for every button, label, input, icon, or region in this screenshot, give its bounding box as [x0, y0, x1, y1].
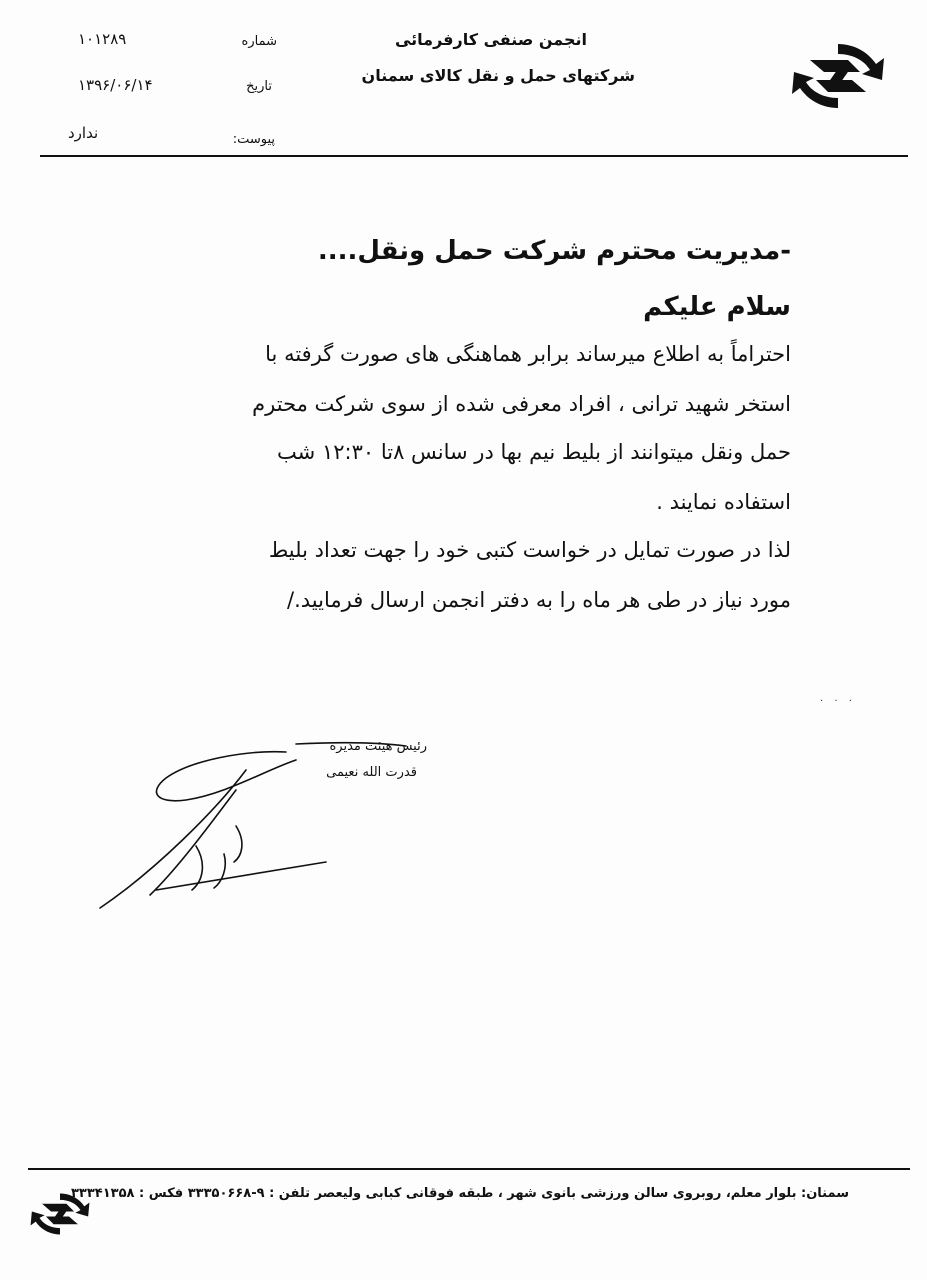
greeting-line: سلام علیکم	[643, 292, 791, 322]
org-name-line2: شرکتهای حمل و نقل کالای سمنان	[361, 66, 635, 85]
org-name-line1: انجمن صنفی کارفرمائی	[394, 30, 587, 49]
attachment-value: ندارد	[68, 124, 99, 142]
scan-specks: · · ·	[820, 696, 856, 707]
body-line-1: احتراماً به اطلاع میرساند برابر هماهنگی های صورت گرفته با	[265, 342, 791, 366]
signatory-name: قدرت الله نعیمی	[326, 765, 417, 780]
number-value: ۱۰۱۲۸۹	[78, 30, 127, 48]
body-line-4: استفاده نمایند .	[656, 490, 791, 514]
body-line-6: مورد نیاز در طی هر ماه را به دفتر انجمن ارسال فرمایید./	[287, 588, 791, 612]
recipient-line: -مدیریت محترم شرکت حمل ونقل....	[317, 236, 791, 266]
date-value: ۱۳۹۶/۰۶/۱۴	[78, 76, 153, 94]
attachment-label: پیوست:	[232, 132, 275, 147]
number-label: شماره	[241, 34, 277, 49]
body-line-2: استخر شهید ترانی ، افراد معرفی شده از سوی شرکت محترم	[252, 392, 791, 416]
footer-divider	[28, 1168, 910, 1170]
body-line-3: حمل ونقل میتوانند از بلیط نیم بها در سانس ۸تا ۱۲:۳۰ شب	[277, 440, 791, 464]
body-line-5: لذا در صورت تمایل در خواست کتبی خود را جهت تعداد بلیط	[268, 538, 791, 562]
handwritten-signature	[96, 730, 426, 920]
header-divider	[40, 155, 908, 157]
date-label: تاریخ	[246, 79, 272, 94]
footer-address: سمنان: بلوار معلم، روبروی سالن ورزشی بانوی شهر ، طبقه فوقانی کبابی ولیعصر تلفن : ۹-۳۳۳۵۰۶۶۸ فکس : ۳۳۳۴۱۳۵۸	[71, 1186, 849, 1201]
recycle-arrows-logo-icon	[788, 40, 888, 112]
signatory-title: رئیس هیئت مدیره	[329, 739, 427, 754]
